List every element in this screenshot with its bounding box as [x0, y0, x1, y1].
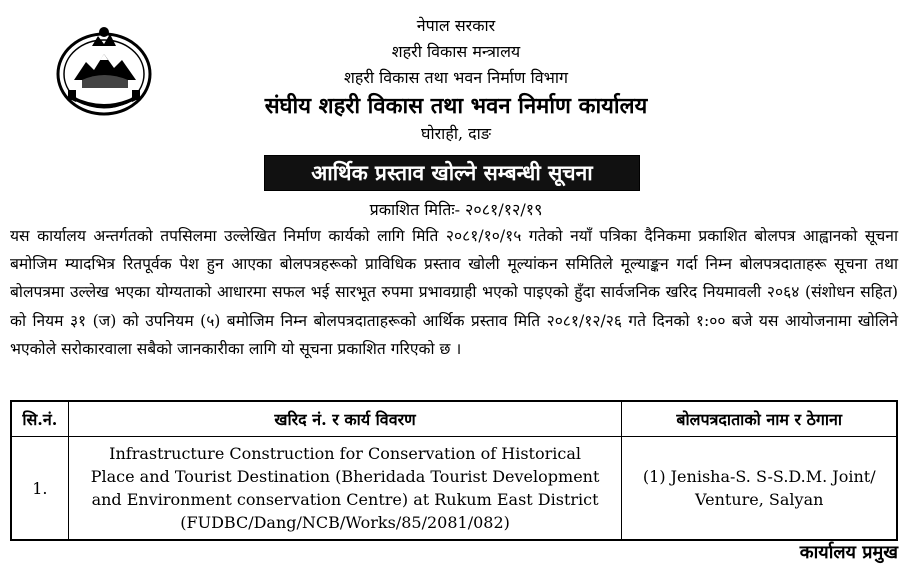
col-header-sn: सि.नं. [11, 401, 68, 437]
government-name: नेपाल सरकार [416, 16, 496, 35]
description-line: (FUDBC/Dang/NCB/Works/85/2081/082) [180, 513, 510, 532]
row-description [68, 437, 622, 541]
bid-table [10, 400, 898, 541]
table-header-row [11, 401, 897, 437]
ministry-name: शहरी विकास मन्त्रालय [391, 42, 521, 61]
notice-title: आर्थिक प्रस्ताव खोल्ने सम्बन्धी सूचना [311, 160, 593, 185]
notice-title-banner [265, 156, 639, 190]
row-sn: 1. [11, 437, 68, 541]
description-line: Place and Tourist Destination (Bheridada Tourist Development [90, 467, 600, 486]
description-line: and Environment conservation Centre) at Rukum East District [91, 490, 599, 509]
row-bidder [622, 437, 897, 541]
table-row [11, 437, 897, 541]
col-header-description: खरिद नं. र कार्य विवरण [68, 401, 622, 437]
department-name: शहरी विकास तथा भवन निर्माण विभाग [343, 68, 569, 87]
office-location: घोराही, दाङ [421, 124, 491, 143]
bidder-line: Venture, Salyan [695, 490, 824, 509]
office-name: संघीय शहरी विकास तथा भवन निर्माण कार्यालय [264, 93, 648, 119]
description-line: Infrastructure Construction for Conservation of Historical [109, 444, 581, 463]
published-date: प्रकाशित मितिः- २०८१/१२/१९ [369, 200, 543, 219]
notice-body: यस कार्यालय अन्तर्गतको तपसिलमा उल्लेखित निर्माण कार्यको लागि मिति २०८१/१०/१५ गतेको नयाँ पत्रिका दैनिकमा प्रकाशित बोलपत्र आह्वानको सूचना बमोजिम म्यादभित्र रितपूर्वक पेश हुन आएका बोलपत्रहरूको प्राविधिक प्रस्ताव खोली मूल्यांकन समितिले मूल्याङ्कन गर्दा निम्न बोलपत्रदाताहरू सूचना तथा बोलपत्रमा उल्लेख भएका योग्यताको आधारमा सफल भई सारभूत रुपमा प्रभावग्राही भएको पाइएको हुँदा सार्वजनिक खरिद नियमावली २०६४ (संशोधन सहित) को नियम ३१ (ज) को उपनियम (५) बमोजिम निम्न बोलपत्रदाताहरूको आर्थिक प्रस्ताव मिति २०८१/१२/२६ गते दिनको १:०० बजे यस आयोजनामा खोलिने भएकोले सरोकारवाला सबैको जानकारीका लागि यो सूचना प्रकाशित गरिएको छ । [10, 227, 898, 358]
col-header-bidder: बोलपत्रदाताको नाम र ठेगाना [622, 401, 897, 437]
bidder-line: (1) Jenisha-S. S-S.D.M. Joint/ [642, 467, 876, 486]
office-chief-signature: कार्यालय प्रमुख [799, 542, 898, 563]
